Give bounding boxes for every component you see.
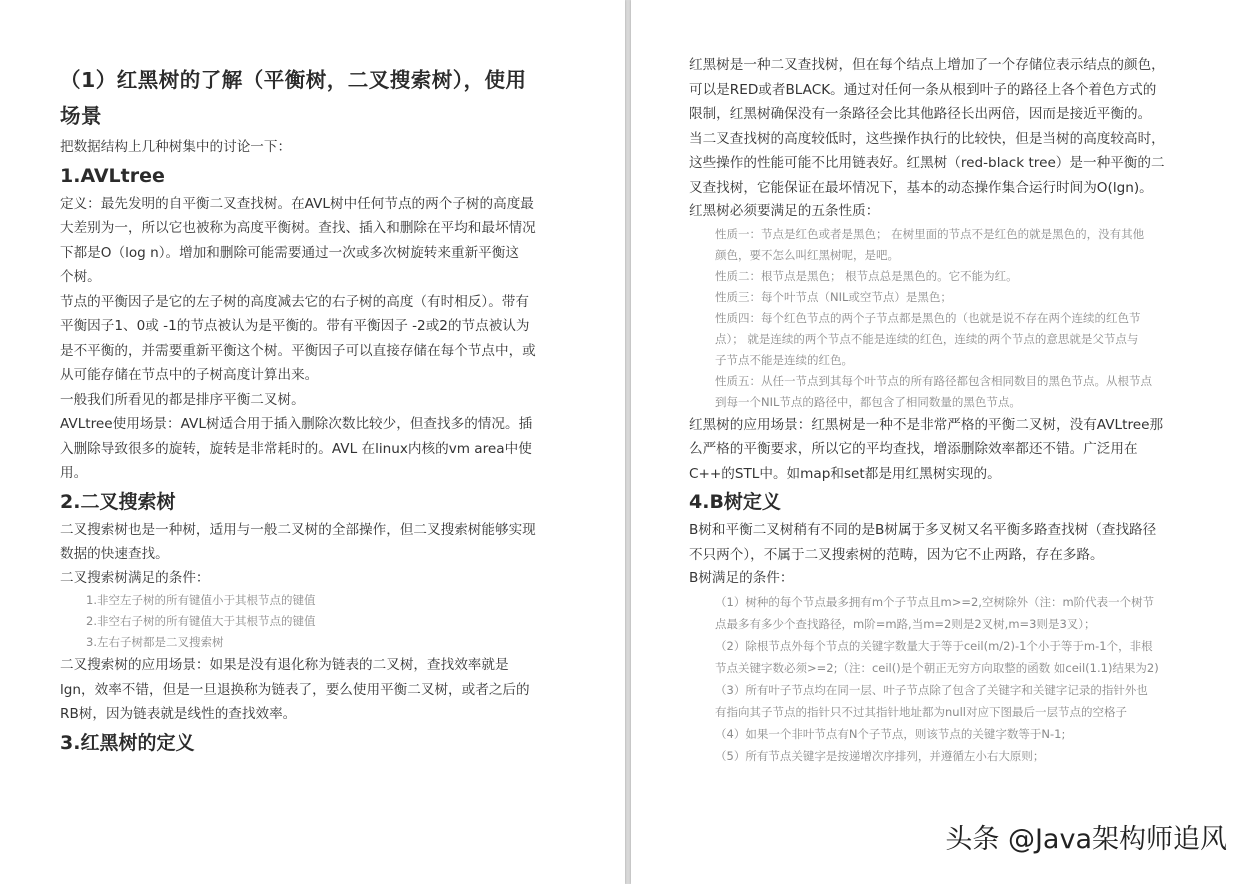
property-line: 性质三：每个叶节点（NIL或空节点）是黑色； — [715, 289, 952, 304]
property-line: 到每一个NIL节点的路径中，都包含了相同数量的黑色节点。 — [715, 394, 1021, 409]
text-line: 从可能存储在节点中的子树高度计算出来。 — [60, 367, 319, 383]
list-item: 3.左右子树都是二叉搜索树 — [86, 635, 224, 649]
text-line: 红黑树是一种二叉查找树，但在每个结点上增加了一个存储位表示结点的颜色， — [689, 57, 1165, 73]
text-line: 平衡因子1、0或 -1的节点被认为是平衡的。带有平衡因子 -2或2的节点被认为 — [60, 318, 530, 334]
property-line: 颜色，要不怎么叫红黑树呢，是吧。 — [715, 247, 899, 262]
text-line: 可以是RED或者BLACK。通过对任何一条从根到叶子的路径上各个着色方式的 — [689, 81, 1157, 98]
bst-conditions-title: 二叉搜索树满足的条件： — [60, 569, 210, 586]
text-line: 这些操作的性能可能不比用链表好。红黑树（red-black tree）是一种平衡的二 — [689, 155, 1165, 171]
text-line: 个树。 — [60, 269, 101, 285]
section-title-line2: 场景 — [60, 104, 102, 128]
right-column — [689, 53, 1207, 767]
avl-usage — [60, 412, 580, 486]
btree-conditions-list — [689, 591, 1207, 767]
text-line: 限制，红黑树确保没有一条路径会比其他路径长出两倍，因而是接近平衡的。 — [689, 106, 1152, 122]
document-page-right — [631, 0, 1257, 884]
text-line: 不只两个），不属于二叉搜索树的范畴，因为它不止两路，存在多路。 — [689, 546, 1104, 563]
property-line: 性质一：节点是红色或者是黑色； 在树里面的节点不是红色的就是黑色的，没有其他 — [715, 226, 1145, 241]
btree-conditions-title: B树满足的条件： — [689, 570, 794, 586]
text-line: 么严格的平衡要求，所以它的平均查找，增添删除效率都还不错。广泛用在 — [689, 441, 1138, 457]
property-line: 性质四：每个红色节点的两个子节点都是黑色的（也就是说不存在两个连续的红色节 — [715, 310, 1141, 325]
list-item: 1.非空左子树的所有键值小于其根节点的键值 — [86, 593, 316, 607]
condition-line: 节点关键字数必须>=2;（注：ceil()是个朝正无穷方向取整的函数 如ceil(1.1)结果为2) — [715, 660, 1159, 675]
text-line: lgn，效率不错，但是一旦退换称为链表了，要么使用平衡二叉树，或者之后的 — [60, 681, 530, 698]
condition-line: 点最多有多少个查找路径，m阶=m路,当m=2则是2叉树,m=3则是3叉）； — [715, 616, 1096, 631]
text-line: 定义：最先发明的自平衡二叉查找树。在AVL树中任何节点的两个子树的高度最 — [60, 195, 534, 212]
property-line: 性质五：从任一节点到其每个叶节点的所有路径都包含相同数目的黑色节点。从根节点 — [715, 373, 1152, 388]
document-page-left — [0, 0, 625, 884]
bst-conditions-list — [60, 590, 580, 653]
btree-description — [689, 518, 1207, 567]
text-line: 数据的快速查找。 — [60, 546, 169, 562]
intro-text: 把数据结构上几种树集中的讨论一下： — [60, 139, 292, 155]
condition-line: （3）所有叶子节点均在同一层、叶子节点除了包含了关键字和关键字记录的指针外也 — [715, 682, 1148, 697]
text-line: B树和平衡二叉树稍有不同的是B树属于多叉树又名平衡多路查找树（查找路径 — [689, 522, 1157, 538]
text-line: C++的STL中。如map和set都是用红黑树实现的。 — [689, 465, 1001, 482]
text-line: 入删除导致很多的旋转，旋转是非常耗时的。AVL 在linux内核的vm area中使 — [60, 440, 532, 457]
text-line: 下都是O（log n）。增加和删除可能需要通过一次或多次树旋转来重新平衡这 — [60, 244, 519, 261]
condition-line: 有指向其子节点的指针只不过其指针地址都为null对应下图最后一层节点的空格子 — [715, 704, 1127, 719]
heading-avltree: 1.AVLtree — [60, 164, 165, 187]
text-line: 当二叉查找树的高度较低时，这些操作执行的比较快，但是当树的高度较高时， — [689, 130, 1165, 147]
bst-description — [60, 518, 580, 567]
avl-definition — [60, 192, 580, 290]
rb-usage — [689, 413, 1207, 487]
property-line: 点）； 就是连续的两个节点不能是连续的红色，连续的两个节点的意思就是父节点与 — [715, 331, 1139, 346]
avl-note: 一般我们所看见的都是排序平衡二叉树。 — [60, 391, 305, 408]
left-column — [60, 62, 580, 759]
property-line: 子节点不能是连续的红色。 — [715, 352, 853, 367]
list-item: 2.非空右子树的所有键值大于其根节点的键值 — [86, 614, 316, 628]
heading-rbtree-definition: 3.红黑树的定义 — [60, 731, 195, 754]
condition-line: （1）树种的每个节点最多拥有m个子节点且m>=2,空树除外（注：m阶代表一个树节 — [715, 594, 1155, 609]
text-line: 二叉搜索树也是一种树，适用与一般二叉树的全部操作，但二叉搜索树能够实现 — [60, 521, 536, 538]
condition-line: （4）如果一个非叶节点有N个子节点，则该节点的关键字数等于N-1; — [715, 726, 1066, 741]
avl-balance-factor — [60, 290, 580, 388]
property-line: 性质二：根节点是黑色； 根节点总是黑色的。它不能为红。 — [715, 268, 1018, 283]
bst-usage — [60, 653, 580, 727]
rb-properties-title: 红黑树必须要满足的五条性质： — [689, 203, 880, 219]
rb-definition — [689, 53, 1207, 200]
text-line: 红黑树的应用场景：红黑树是一种不是非常严格的平衡二叉树，没有AVLtree那 — [689, 416, 1164, 433]
text-line: RB树，因为链表就是线性的查找效率。 — [60, 706, 297, 722]
text-line: 叉查找树，它能保证在最坏情况下，基本的动态操作集合运行时间为O(lgn)。 — [689, 179, 1153, 196]
text-line: 用。 — [60, 465, 88, 481]
text-line: 大差别为一，所以它也被称为高度平衡树。查找、插入和删除在平均和最坏情况 — [60, 220, 536, 236]
rb-properties-list — [689, 224, 1207, 413]
heading-bst: 2.二叉搜索树 — [60, 490, 176, 513]
condition-line: （2）除根节点外每个节点的关键字数量大于等于ceil(m/2)-1个小于等于m-1个，非根 — [715, 638, 1153, 653]
heading-btree-definition: 4.B树定义 — [689, 491, 781, 513]
text-line: 是不平衡的，并需要重新平衡这个树。平衡因子可以直接存储在每个节点中，或 — [60, 342, 536, 359]
section-title-line1: （1）红黑树的了解（平衡树，二叉搜索树），使用 — [60, 68, 527, 92]
text-line: 二叉搜索树的应用场景：如果是没有退化称为链表的二叉树，查找效率就是 — [60, 657, 509, 673]
text-line: 节点的平衡因子是它的左子树的高度减去它的右子树的高度（有时相反）。带有 — [60, 293, 529, 310]
condition-line: （5）所有节点关键字是按递增次序排列，并遵循左小右大原则； — [715, 748, 1045, 763]
text-line: AVLtree使用场景：AVL树适合用于插入删除次数比较少，但查找多的情况。插 — [60, 416, 533, 432]
watermark: 头条 @Java架构师追风 — [945, 824, 1227, 855]
